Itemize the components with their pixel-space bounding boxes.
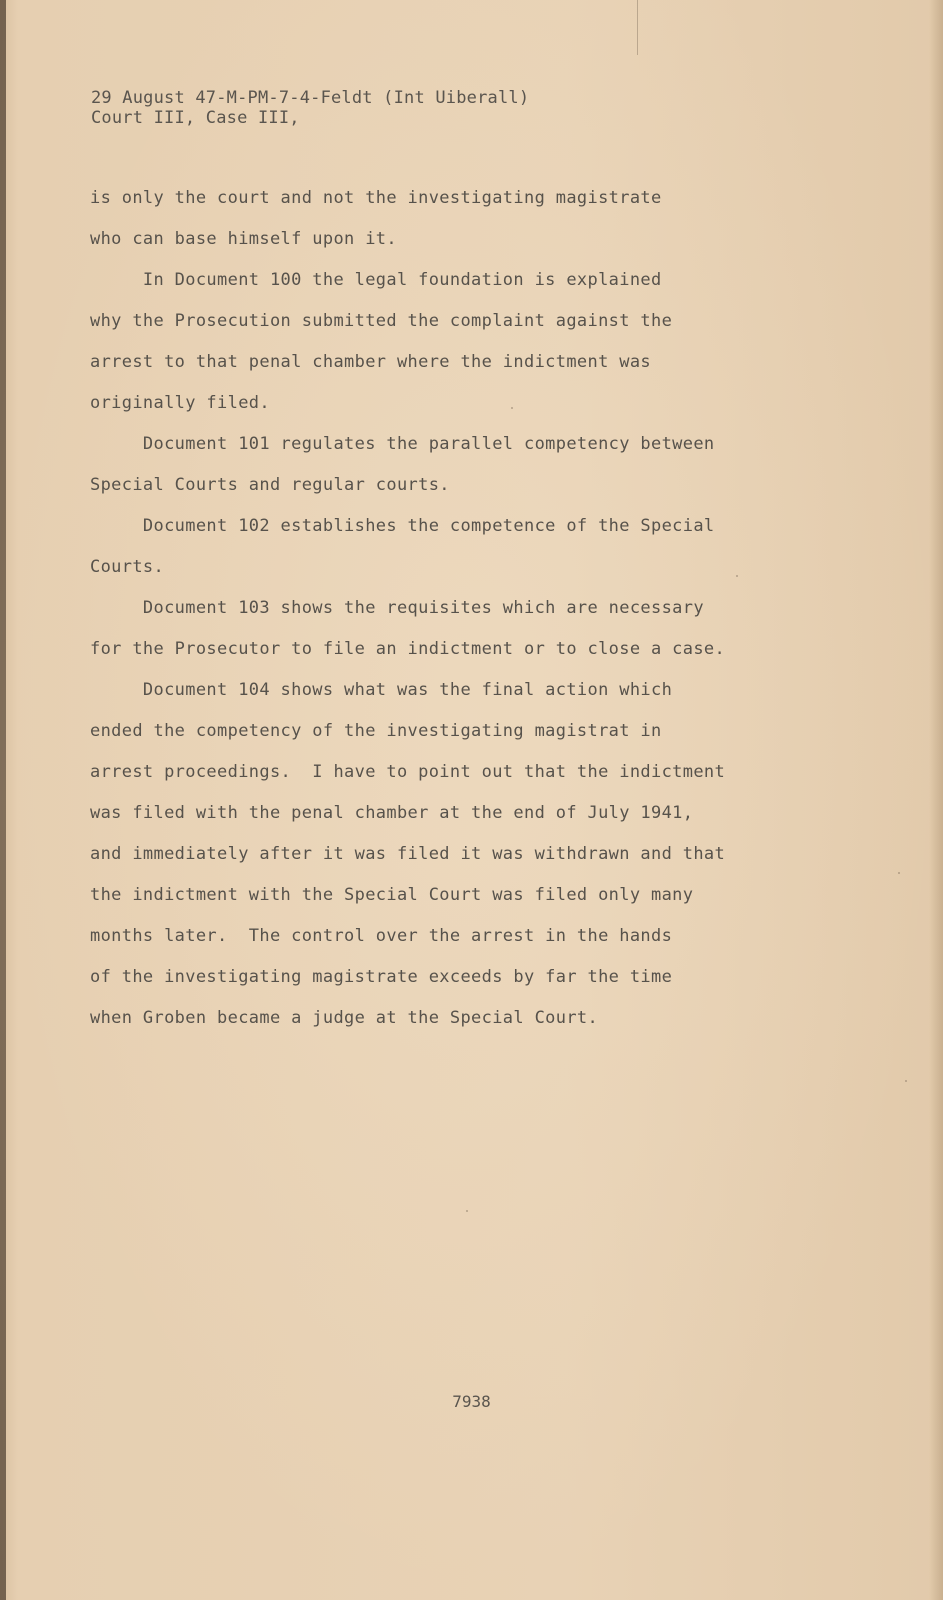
paper-speck [466,1210,468,1212]
body-line: when Groben became a judge at the Special Court. [90,1008,599,1028]
body-line: arrest to that penal chamber where the indictment was [90,352,651,372]
body-line: of the investigating magistrate exceeds by far the time [90,967,673,987]
body-line: Document 103 shows the requisites which are necessary [90,598,704,618]
body-line: for the Prosecutor to file an indictment or to close a case. [90,639,726,659]
body-line: was filed with the penal chamber at the end of July 1941, [90,803,694,823]
paper-speck [736,575,738,577]
paper-speck [898,872,900,874]
body-line: Courts. [90,557,165,577]
document-header [91,88,529,128]
header-line-session: 29 August 47-M-PM-7-4-Feldt (Int Uiberall) [91,88,530,108]
body-line: Document 102 establishes the competence of the Special [90,516,715,536]
binding-edge [0,0,6,1600]
body-line: arrest proceedings. I have to point out that the indictment [90,762,726,782]
body-line: is only the court and not the investigating magistrate [90,188,662,208]
paper-speck [511,407,513,409]
body-line: Document 101 regulates the parallel competency between [90,434,715,454]
body-line: originally filed. [90,393,270,413]
fold-mark [637,0,638,55]
body-line: and immediately after it was filed it was withdrawn and that [90,844,726,864]
body-line: the indictment with the Special Court was filed only many [90,885,694,905]
paper-speck [905,1080,907,1082]
body-line: Document 104 shows what was the final action which [90,680,673,700]
body-line: In Document 100 the legal foundation is explained [90,270,662,290]
transcript-body [90,178,850,1039]
page-edge-shadow [929,0,943,1600]
body-line: ended the competency of the investigating magistrat in [90,721,662,741]
body-line: why the Prosecution submitted the complaint against the [90,311,673,331]
header-line-court: Court III, Case III, [91,108,300,128]
body-line: who can base himself upon it. [90,229,397,249]
body-line: months later. The control over the arrest in the hands [90,926,673,946]
page-number: 7938 [452,1392,491,1411]
body-line: Special Courts and regular courts. [90,475,450,495]
